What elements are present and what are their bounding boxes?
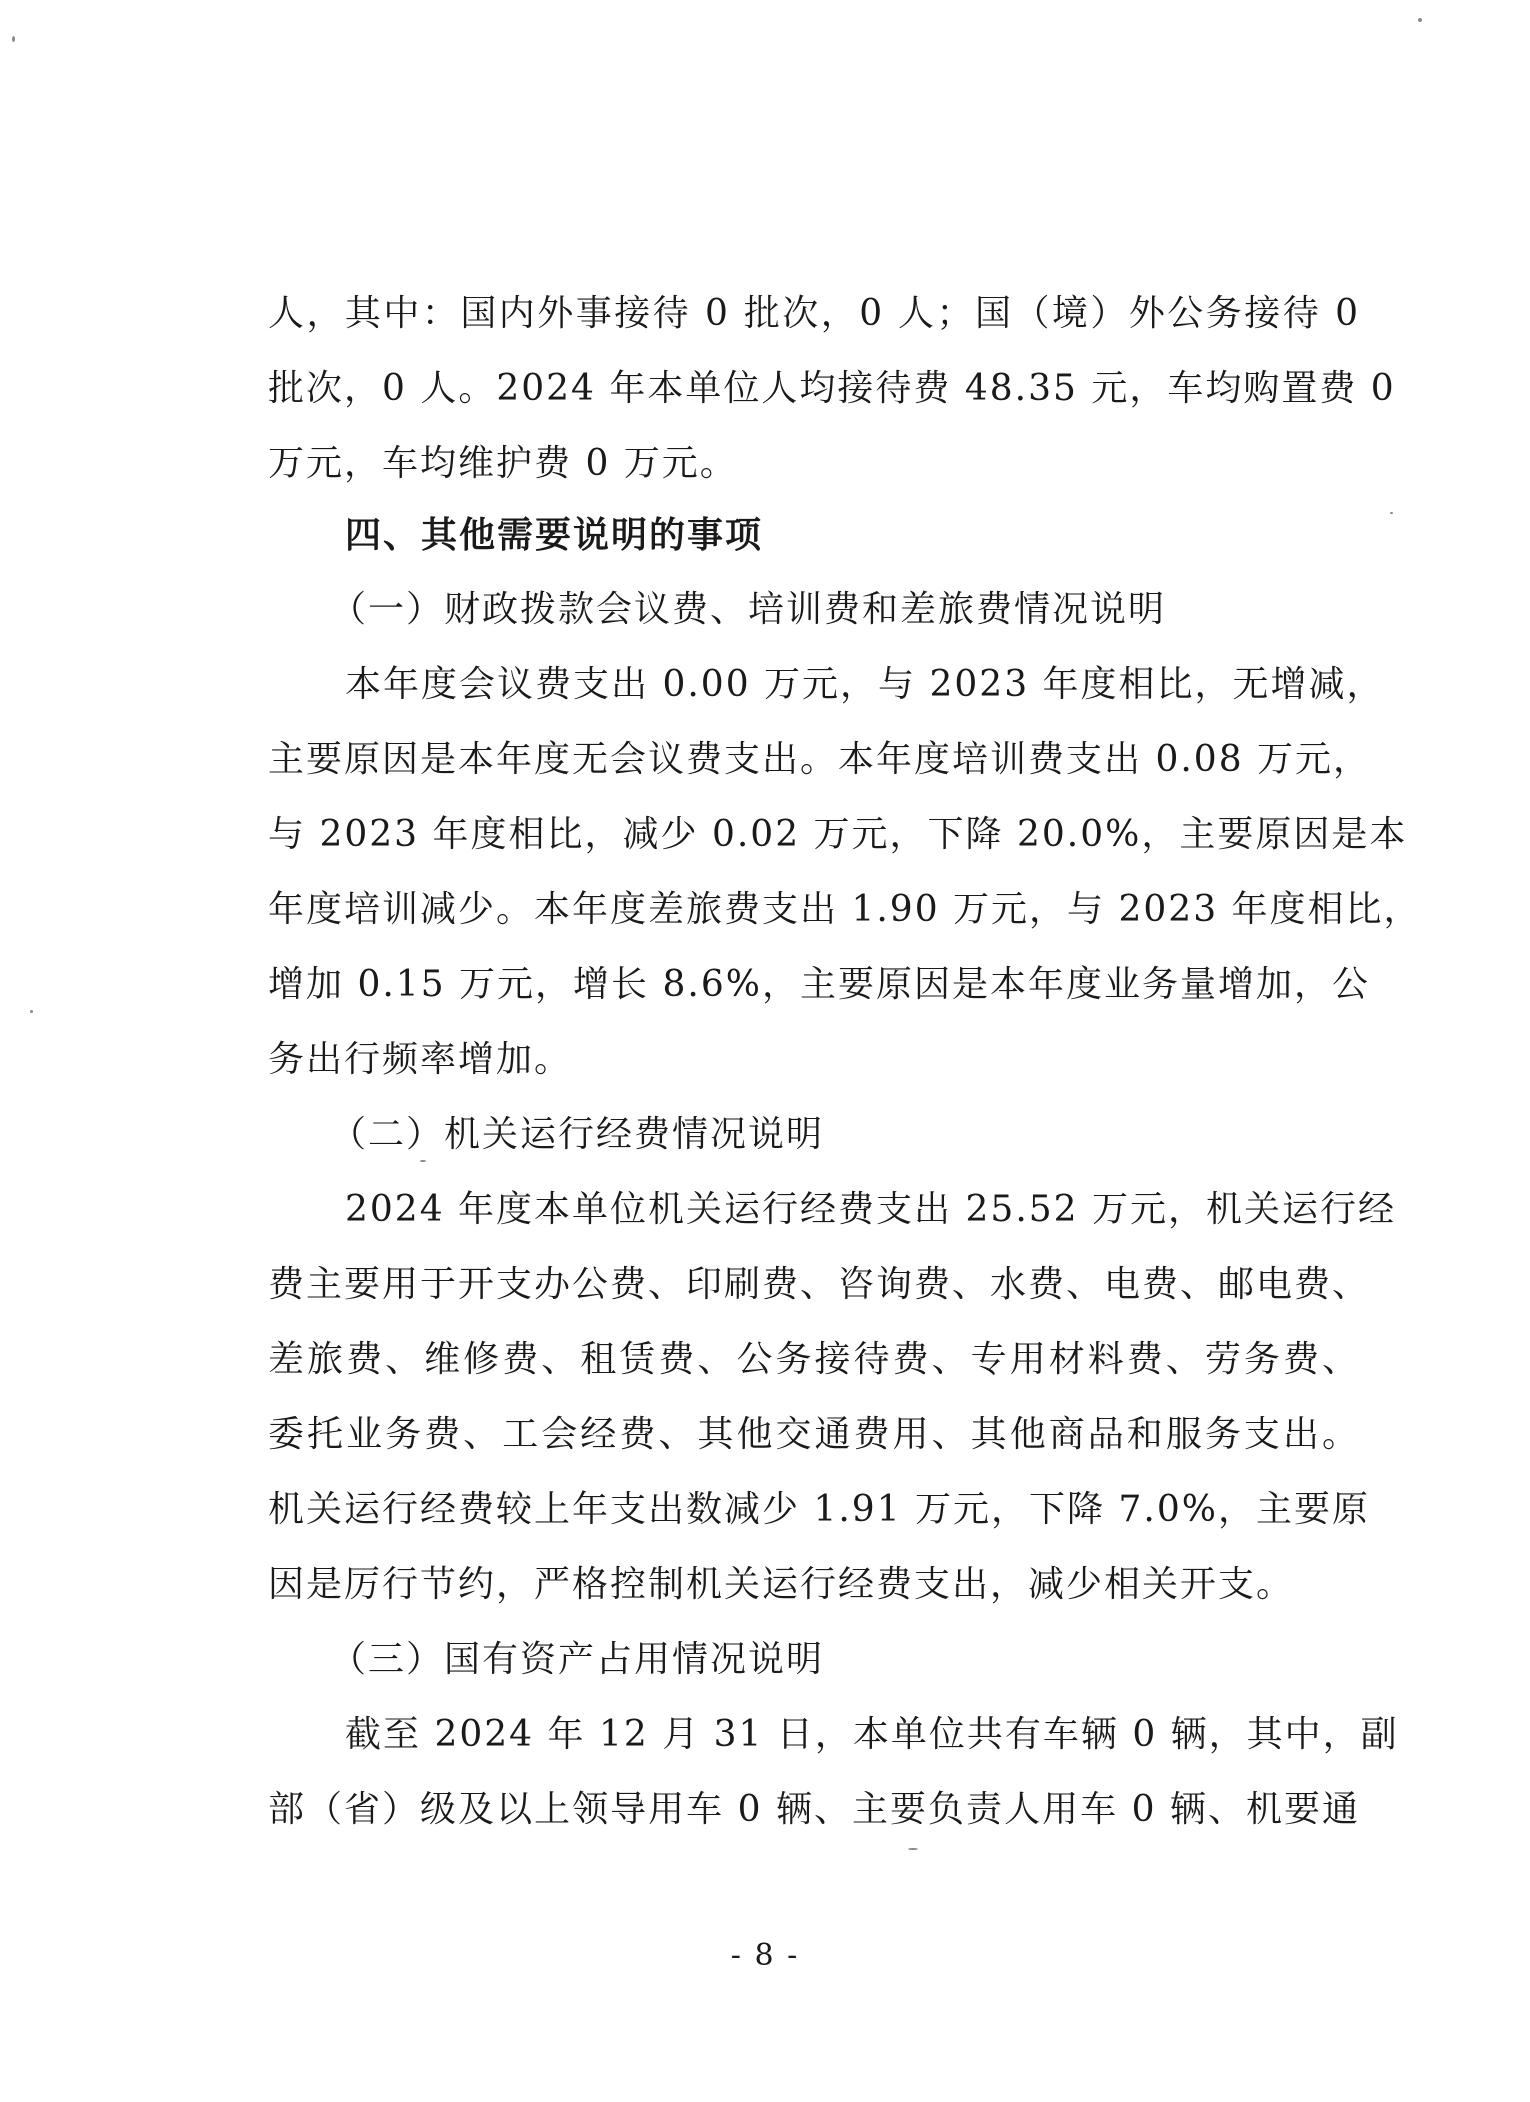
body-line: 务出行频率增加。 (268, 1039, 573, 1080)
body-line: 万元，车均维护费 0 万元。 (268, 443, 738, 484)
scan-speck (12, 36, 15, 42)
body-line: 与 2023 年度相比，减少 0.02 万元，下降 20.0%，主要原因是本 (268, 814, 1408, 855)
subsection-heading: （一）财政拨款会议费、培训费和差旅费情况说明 (330, 589, 1167, 630)
body-line: 批次，0 人。2024 年本单位人均接待费 48.35 元，车均购置费 0 (268, 368, 1396, 409)
body-line: 年度培训减少。本年度差旅费支出 1.90 万元，与 2023 年度相比， (268, 889, 1422, 930)
body-line: 委托业务费、工会经费、其他交通费用、其他商品和服务支出。 (268, 1414, 1360, 1455)
body-line: 截至 2024 年 12 月 31 日，本单位共有车辆 0 辆，其中，副 (345, 1714, 1399, 1755)
body-line: 增加 0.15 万元，增长 8.6%，主要原因是本年度业务量增加，公 (268, 964, 1370, 1005)
body-line: 因是厉行节约，严格控制机关运行经费支出，减少相关开支。 (268, 1564, 1295, 1605)
scan-speck (908, 1848, 918, 1850)
scan-speck (1418, 18, 1422, 22)
body-line: 本年度会议费支出 0.00 万元，与 2023 年度相比，无增减， (345, 664, 1385, 705)
body-line: 人，其中：国内外事接待 0 批次，0 人；国（境）外公务接待 0 (268, 293, 1360, 334)
body-line: 费主要用于开支办公费、印刷费、咨询费、水费、电费、邮电费、 (268, 1264, 1371, 1305)
scan-speck (420, 1160, 426, 1162)
body-line: 差旅费、维修费、租赁费、公务接待费、专用材料费、劳务费、 (268, 1339, 1360, 1380)
body-line: 部（省）级及以上领导用车 0 辆、主要负责人用车 0 辆、机要通 (268, 1789, 1360, 1830)
body-line: 机关运行经费较上年支出数减少 1.91 万元，下降 7.0%，主要原 (268, 1489, 1370, 1530)
subsection-heading: （三）国有资产占用情况说明 (330, 1639, 825, 1680)
scan-speck (30, 1010, 33, 1013)
subsection-heading: （二）机关运行经费情况说明 (330, 1114, 825, 1155)
body-line: 主要原因是本年度无会议费支出。本年度培训费支出 0.08 万元， (268, 739, 1372, 780)
section-heading: 四、其他需要说明的事项 (345, 515, 764, 556)
page-number: - 8 - (730, 1938, 800, 1973)
scan-speck (1390, 512, 1393, 514)
body-line: 2024 年度本单位机关运行经费支出 25.52 万元，机关运行经 (345, 1189, 1397, 1230)
